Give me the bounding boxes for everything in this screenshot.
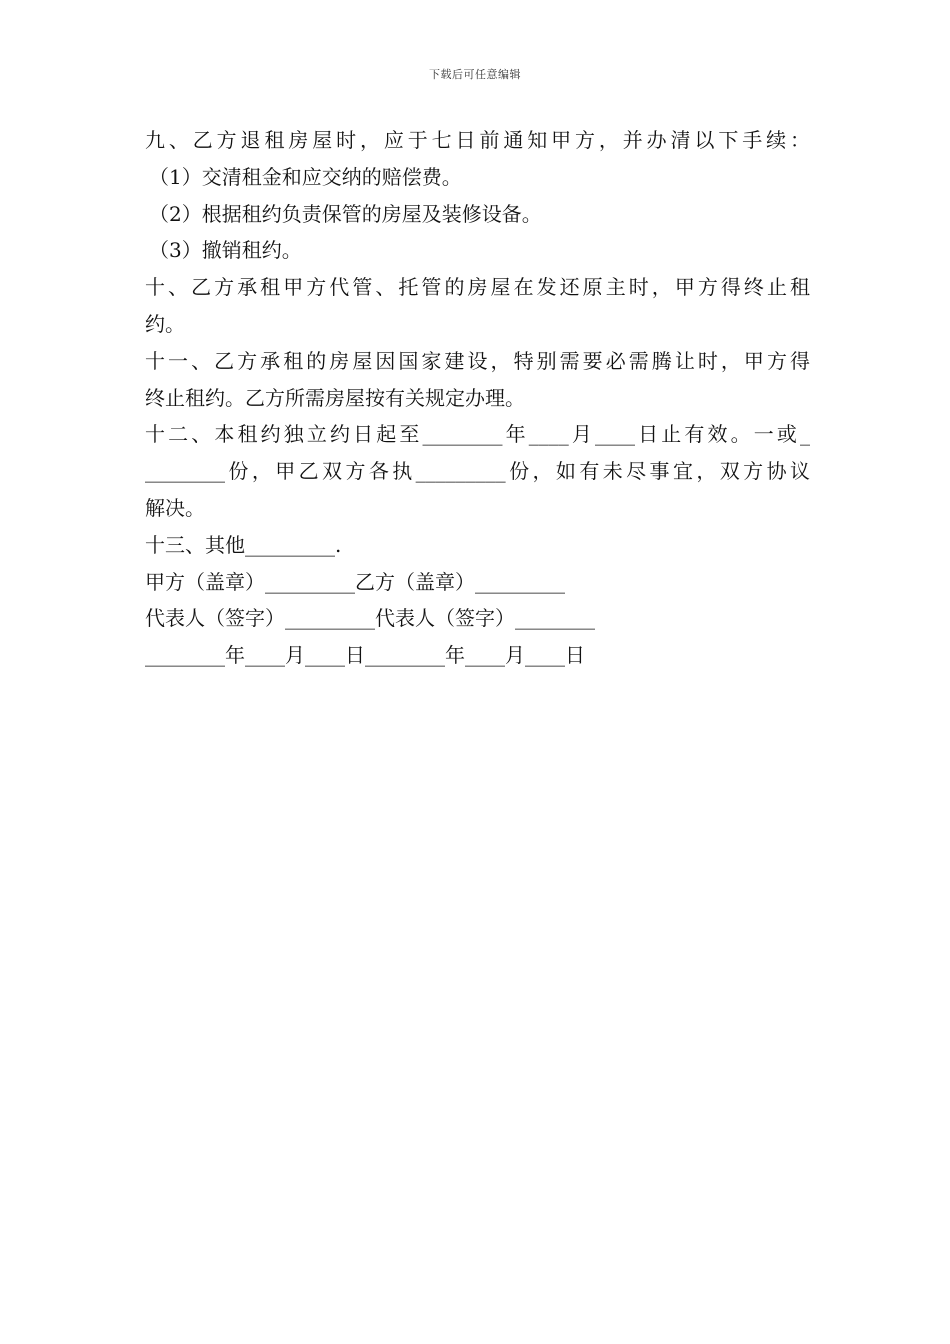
clause-9-item-2: （2）根据租约负责保管的房屋及装修设备。 [149,201,542,226]
date-line: ________年____月____日________年____月____日 [145,643,585,668]
document-body [145,122,810,674]
page-header: 下载后可任意编辑 [429,68,521,81]
clause-9-item-3: （3）撤销租约。 [149,238,302,263]
clause-12-line-1: 十二、本租约独立约日起至________年____月____日止有效。一或_ [145,422,810,447]
clause-10-line-1: 十、乙方承租甲方代管、托管的房屋在发还原主时，甲方得终止租 [145,275,810,300]
clause-10-line-2: 约。 [145,311,185,336]
clause-13: 十三、其他_________. [145,532,342,557]
party-seal-line: 甲方（盖章）_________乙方（盖章）_________ [145,569,565,594]
representative-signature-line: 代表人（签字）_________代表人（签字）________ [145,606,595,631]
clause-9: 九、乙方退租房屋时，应于七日前通知甲方，并办清以下手续： [145,128,810,152]
clause-11-line-2: 终止租约。乙方所需房屋按有关规定办理。 [145,385,525,410]
clause-11-line-1: 十一、乙方承租的房屋因国家建设，特别需要必需腾让时，甲方得 [145,348,810,373]
clause-12-line-2: ________份，甲乙双方各执_________份，如有未尽事宜，双方协议 [145,459,810,484]
clause-9-item-1: （1）交清租金和应交纳的赔偿费。 [149,164,462,189]
clause-12-line-3: 解决。 [145,495,205,520]
